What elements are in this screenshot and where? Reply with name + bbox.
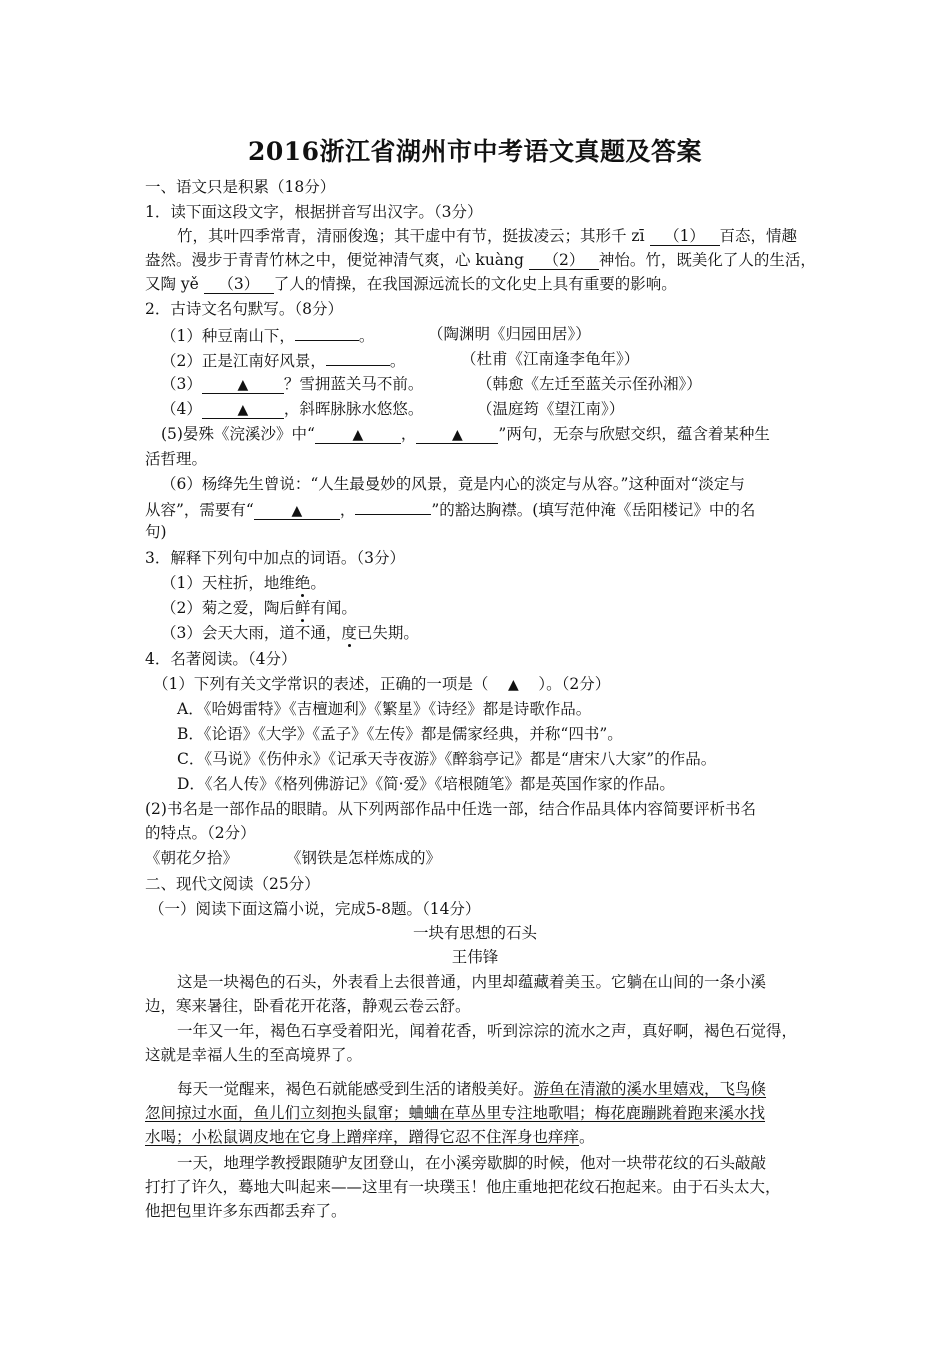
page-title: 2016浙江省湖州市中考语文真题及答案 [247,137,703,166]
q2-item-5-cont: 活哲理。 [145,450,208,468]
q2-blank-2[interactable] [326,348,390,366]
q2-blank-1[interactable] [295,323,359,341]
q4-part-2-cont: 的特点。（2分） [145,824,256,842]
underlined-text: 游鱼在清澈的溪水里嬉戏，飞鸟倏 [533,1080,767,1098]
q3-item-3: （3）会天大雨，道不通，度已失期。 [161,624,419,642]
q1-line-2: 盎然。漫步于青青竹林之中，便觉神清气爽，心 kuàng （2） 神怡。竹，既美化了人的生活， [145,251,816,269]
q4-part-1: （1）下列有关文学常识的表述，正确的一项是（ ▲ ）。（2分） [153,673,610,696]
story-title: 一块有思想的石头 [412,924,537,942]
q1-blank-1[interactable]: （1） [650,228,720,246]
q1-blank-3[interactable]: （3） [204,276,274,294]
para-3-line-3: 水喝；小松鼠调皮地在它身上蹭痒痒，蹭得它忍不住浑身也痒痒。 [145,1128,595,1146]
q2-blank-6b[interactable] [355,497,431,515]
dotted-word-1: 绝 [294,574,311,592]
q2-item-4: （4） ▲ ，斜晖脉脉水悠悠。 [161,400,424,418]
dotted-word-2: 鲜 [294,599,311,617]
q4-option-b: B．《论语》《大学》《孟子》《左传》都是儒家经典，并称“四书”。 [177,725,623,743]
q2-item-1: （1）种豆南山下， 。 [161,323,374,347]
story-author: 王伟锋 [451,948,499,966]
q4-answer-slot[interactable]: ▲ [507,677,519,693]
dotted-word-3: 度 [341,624,357,642]
q4-book-2: 《钢铁是怎样炼成的》 [286,849,442,867]
para-2-line-2: 这就是幸福人生的至高境界了。 [145,1046,363,1064]
q2-item-2: （2）正是江南好风景， 。 [161,348,405,372]
q4-stem: 4．名著阅读。（4分） [145,650,297,668]
q3-stem: 3．解释下列句中加点的词语。（3分） [145,549,405,567]
q2-source-1: （陶渊明《归园田居》） [428,325,591,343]
section-2-sub: （一）阅读下面这篇小说，完成5-8题。（14分） [149,900,481,918]
para-3-line-1: 每天一觉醒来，褐色石就能感受到生活的诸般美好。游鱼在清澈的溪水里嬉戏，飞鸟倏 [177,1080,767,1098]
q2-source-4: （温庭筠《望江南》） [477,400,625,418]
q2-item-5: (5)晏殊《浣溪沙》中“ ▲ ， ▲ ”两句，无奈与欣慰交织，蕴含着某种生 [161,425,770,443]
q3-item-1: （1）天柱折，地维绝。 [161,574,326,592]
q2-blank-4[interactable]: ▲ [202,401,284,419]
section-2-heading: 二、现代文阅读（25分） [145,875,320,893]
q2-source-3: （韩愈《左迁至蓝关示侄孙湘》） [477,375,702,393]
q2-blank-6a[interactable]: ▲ [254,502,340,520]
para-3-line-2: 忽间掠过水面，鱼儿们立刻抱头鼠窜；蛐蛐在草丛里专注地歌唱；梅花鹿蹦跳着跑来溪水找 [145,1104,766,1122]
para-2-line-1: 一年又一年，褐色石享受着阳光，闻着花香，听到淙淙的流水之声，真好啊，褐色石觉得， [177,1022,798,1040]
q4-part-2: (2)书名是一部作品的眼睛。从下列两部作品中任选一部，结合作品具体内容简要评析书名 [145,800,756,818]
para-1-line-1: 这是一块褐色的石头，外表看上去很普通，内里却蕴藏着美玉。它躺在山间的一条小溪 [177,973,767,991]
q2-item-3: （3） ▲ ？雪拥蓝关马不前。 [161,375,424,393]
q2-item-6: （6）杨绛先生曾说：“人生最曼妙的风景，竟是内心的淡定与从容。”这种面对“淡定与 [161,475,745,493]
q4-option-d: D．《名人传》《格列佛游记》《简·爱》《培根随笔》都是英国作家的作品。 [177,775,675,793]
para-1-line-2: 边，寒来暑往，卧看花开花落，静观云卷云舒。 [145,997,471,1015]
q1-blank-2[interactable]: （2） [529,252,599,270]
q4-option-c: C．《马说》《伤仲永》《记承天寺夜游》《醉翁亭记》都是“唐宋八大家”的作品。 [177,750,717,768]
q2-stem: 2．古诗文名句默写。（8分） [145,300,343,318]
q4-book-1: 《朝花夕拾》 [145,849,239,867]
q2-blank-5a[interactable]: ▲ [315,426,401,444]
q1-stem: 1．读下面这段文字，根据拼音写出汉字。（3分） [145,203,483,221]
section-1-heading: 一、语文只是积累（18分） [145,178,336,196]
q4-option-a: A．《哈姆雷特》《吉檀迦利》《繁星》《诗经》都是诗歌作品。 [177,700,592,718]
para-4-line-1: 一天，地理学教授跟随驴友团登山，在小溪旁歇脚的时候，他对一块带花纹的石头敲敲 [177,1154,767,1172]
q2-blank-3[interactable]: ▲ [202,376,284,394]
q2-blank-5b[interactable]: ▲ [416,426,498,444]
q2-item-6-end: 句) [145,523,167,541]
q1-line-1: 竹，其叶四季常青，清丽俊逸；其干虚中有节，挺拔凌云；其形千 zī （1） 百态，情趣 [177,227,798,245]
q2-source-2: （杜甫《江南逢李龟年》） [461,350,640,368]
q3-item-2: （2）菊之爱，陶后鲜有闻。 [161,599,357,617]
q2-item-6-cont: 从容”，需要有“ ▲ ， ”的豁达胸襟。(填写范仲淹《岳阳楼记》中的名 [145,497,755,521]
para-4-line-2: 打打了许久，蓦地大叫起来——这里有一块璞玉！他庄重地把花纹石抱起来。由于石头太大， [145,1178,781,1196]
para-4-line-3: 他把包里许多东西都丢弃了。 [145,1202,347,1220]
q1-line-3: 又陶 yě （3） 了人的情操，在我国源远流长的文化史上具有重要的影响。 [145,275,677,293]
